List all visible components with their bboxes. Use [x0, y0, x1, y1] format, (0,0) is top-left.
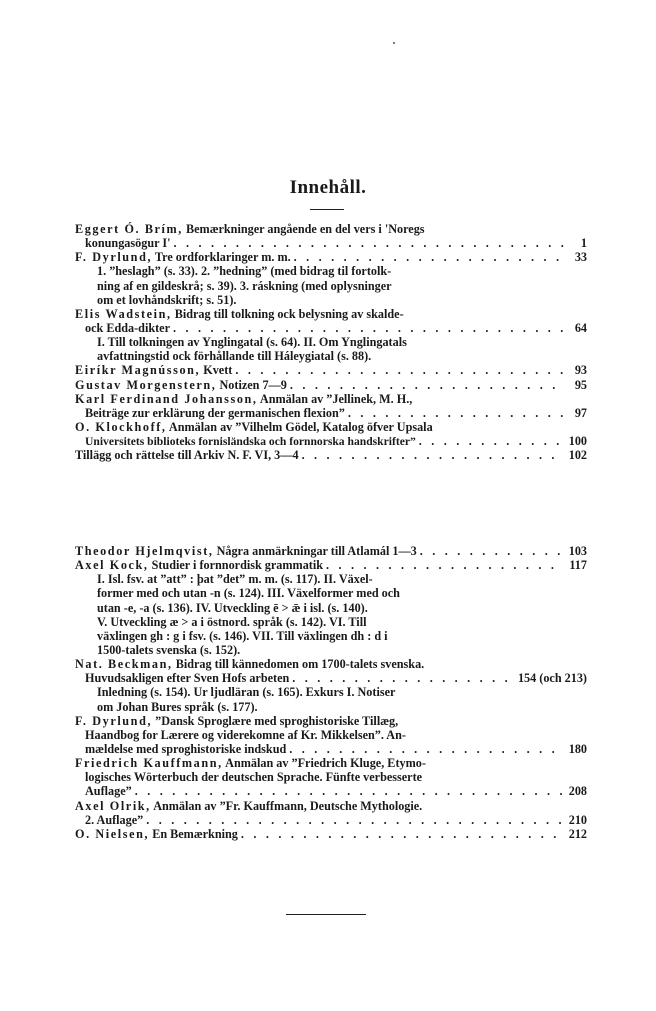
entry-contents: om Johan Bures språk (s. 177).	[97, 699, 258, 714]
entry-contents: utan -e, -a (s. 136). IV. Utveckling ē > ǣ i isl. (s. 140).	[97, 600, 368, 615]
entry-title: Anmälan av ”Jellinek, M. H.,	[257, 391, 413, 406]
page-number: 102	[568, 448, 587, 463]
entry-title: Haandbog for Lærere og viderekomne af Kr. Mikkelsen”. An-	[85, 727, 406, 742]
page-number: 103	[568, 544, 587, 558]
author-name: Elis Wadstein,	[75, 306, 172, 321]
page-number: 93	[574, 363, 587, 378]
dot-leader	[348, 406, 564, 420]
author-name: Karl Ferdinand Johansson,	[75, 391, 258, 406]
entry-title: logisches Wörterbuch der deutschen Sprache. Fünfte verbesserte	[85, 770, 423, 785]
page-number: 95	[574, 377, 587, 392]
author-name: F. Dyrlund,	[75, 713, 153, 728]
author-name: Eggert Ó. Brím,	[75, 222, 183, 236]
entry-title: mældelse med sproghistoriske indskud	[85, 741, 287, 756]
entry-title: Några anmärkningar till Atlamál 1—3	[213, 544, 417, 558]
entry-title: Studier i fornnordisk grammatik	[148, 558, 324, 573]
entry-contents: former med och utan -n (s. 124). III. Växelformer med och	[97, 586, 400, 601]
entry-title: Notizen 7—9	[216, 377, 287, 392]
toc-entry-hjelmqvist	[75, 544, 587, 558]
entry-title: Huvudsakligen efter Sven Hofs arbeten	[85, 671, 290, 686]
page-number: 117	[569, 558, 587, 573]
dot-leader	[173, 236, 564, 250]
page-number: 154 (och 213)	[517, 671, 587, 686]
page-number: 100	[568, 434, 587, 449]
dot-leader	[419, 434, 564, 448]
entry-title: ock Edda-dikter	[85, 320, 170, 335]
entry-title: Anmälan av ”Vilhelm Gödel, Katalog öfver Upsala	[166, 419, 433, 434]
toc-entry-dyrlund-2	[75, 714, 587, 756]
dot-leader	[173, 321, 564, 335]
page-number: 97	[574, 405, 587, 420]
toc-entry-beckman	[75, 657, 587, 714]
entry-contents: 1. ”heslagh” (s. 33). 2. ”hedning” (med bidrag til fortolk-	[97, 264, 392, 279]
entry-title: Bidrag till tolkning ock belysning av skalde-	[171, 306, 404, 321]
entry-title: Beiträge zur erklärung der germanischen flexion”	[85, 405, 345, 420]
entry-contents: om et lovhåndskrift; s. 51).	[97, 292, 237, 307]
author-name: Axel Olrik,	[75, 798, 151, 813]
toc-entry-magnusson	[75, 363, 587, 377]
dot-leader	[135, 784, 564, 798]
page-number: 64	[574, 320, 587, 335]
entry-contents: växlingen gh : g i fsv. (s. 146). VII. Till växlingen dh : d i	[97, 628, 388, 643]
page-number: 33	[574, 250, 587, 265]
toc-entry-dyrlund-1	[75, 250, 587, 307]
page-number: 208	[568, 784, 587, 799]
entry-contents: I. Till tolkningen av Ynglingatal (s. 64). II. Om Ynglingatals	[97, 335, 407, 350]
entry-contents: V. Utveckling æ > a i östnord. språk (s. 142). VI. Till	[97, 614, 367, 629]
dot-leader	[235, 363, 564, 377]
entry-title: ”Dansk Sproglære med sproghistoriske Tillæg,	[152, 713, 399, 728]
entry-contents: 1500-talets svenska (s. 152).	[97, 642, 241, 657]
author-name: F. Dyrlund,	[75, 250, 153, 265]
author-name: Nat. Beckman,	[75, 657, 173, 672]
author-name: Gustav Morgenstern,	[75, 377, 217, 392]
toc-entry-johansson	[75, 392, 587, 420]
closing-rule	[286, 914, 366, 915]
dot-leader	[241, 827, 564, 841]
entry-title: Kvett	[200, 363, 233, 378]
page-number: 1	[580, 236, 587, 251]
entry-contents: Inledning (s. 154). Ur ljudläran (s. 165). Exkurs I. Notiser	[97, 685, 396, 700]
entry-title: Tre ordforklaringer m. m.	[152, 250, 291, 265]
toc-entry-morgenstern	[75, 378, 587, 392]
author-name: O. Klockhoff,	[75, 419, 167, 434]
entry-title: Bidrag till kännedomen om 1700-talets svenska.	[172, 657, 425, 672]
toc-entry-wadstein	[75, 307, 587, 364]
entry-title: konungasögur I'	[85, 236, 171, 251]
page-number: 212	[568, 826, 587, 841]
dot-leader	[290, 378, 564, 392]
entry-title: Tillägg och rättelse till Arkiv N. F. VI, 3—4	[75, 448, 299, 463]
dot-leader	[302, 448, 564, 462]
toc-section-1	[75, 222, 587, 462]
entry-title: Bemærkninger angående en del vers i 'Noregs	[182, 222, 425, 236]
author-name: O. Nielsen,	[75, 826, 150, 841]
toc-entry-brim	[75, 222, 587, 250]
toc-entry-klockhoff	[75, 420, 587, 448]
toc-entry-tillagg	[75, 448, 587, 462]
entry-contents: ning af en gildeskrå; s. 39). 3. ráskning (med oplysninger	[97, 278, 392, 293]
title-rule	[310, 209, 344, 210]
page-number: 180	[568, 741, 587, 756]
author-name: Theodor Hjelmqvist,	[75, 544, 214, 558]
entry-title: En Bemærkning	[149, 826, 238, 841]
dot-leader	[292, 671, 515, 685]
toc-entry-nielsen	[75, 827, 587, 841]
toc-section-2	[75, 544, 587, 841]
toc-entry-olrik	[75, 799, 587, 827]
entry-contents: I. Isl. fsv. at ”att” : þat ”det” m. m. (s. 117). II. Växel-	[97, 572, 373, 587]
toc-entry-kock	[75, 558, 587, 657]
entry-title: Universitets biblioteks fornisländska och fornnorska handskrifter”	[85, 435, 416, 449]
page-speck	[393, 42, 395, 44]
page-number: 210	[568, 812, 587, 827]
entry-contents: avfattningstid ock förhållande till Háleygiatal (s. 88).	[97, 349, 372, 364]
entry-title: Anmälan av ”Friedrich Kluge, Etymo-	[222, 756, 426, 771]
toc-entry-kauffmann	[75, 756, 587, 798]
page-title: Innehåll.	[289, 177, 367, 198]
entry-title: Anmälan av ”Fr. Kauffmann, Deutsche Mythologie.	[150, 798, 423, 813]
dot-leader	[294, 250, 564, 264]
dot-leader	[289, 742, 564, 756]
dot-leader	[420, 544, 564, 558]
author-name: Friedrich Kauffmann,	[75, 756, 223, 771]
author-name: Eiríkr Magnússon,	[75, 363, 201, 378]
dot-leader	[326, 558, 564, 572]
entry-title: 2. Auflage”	[85, 812, 144, 827]
entry-title: Auflage”	[85, 784, 132, 799]
author-name: Axel Kock,	[75, 558, 149, 573]
dot-leader	[146, 813, 564, 827]
